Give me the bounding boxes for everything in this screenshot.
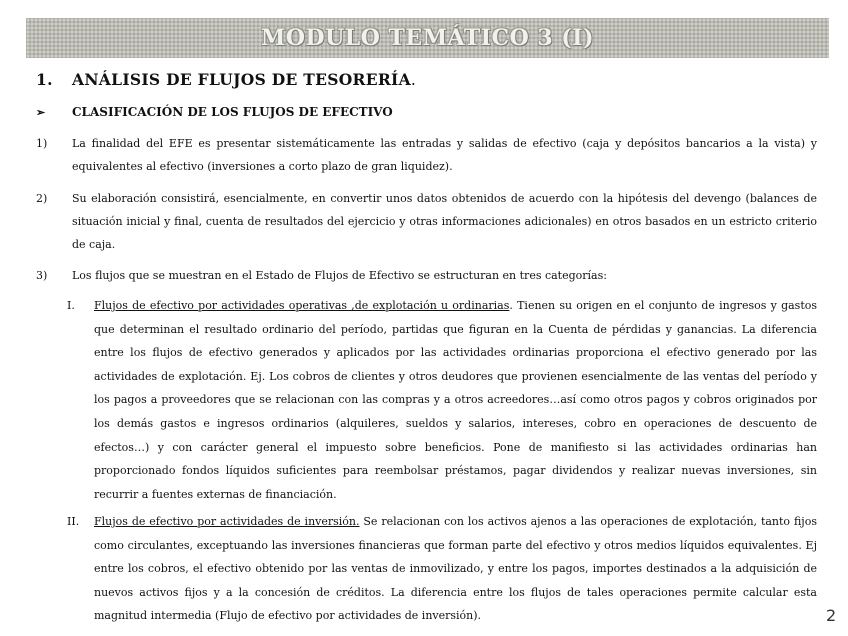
list-item-text: La finalidad del EFE es presentar sistemáticamente las entradas y salidas de efectivo (caja y depósitos bancarios a la vista) y equivalentes al efectivo (inversiones a corto plazo de gran liquidez).	[72, 137, 817, 173]
list-item	[36, 132, 817, 178]
category-number: II.	[67, 515, 80, 528]
list-item-number: 3)	[36, 269, 48, 282]
page-number: 2	[826, 606, 837, 625]
list-item	[36, 187, 817, 256]
subsection-heading	[36, 105, 393, 119]
list-item-number: 2)	[36, 192, 48, 205]
section-number: 1.	[36, 70, 53, 89]
category-title: Flujos de efectivo por actividades de inversión.	[94, 515, 360, 528]
category-text: Se relacionan con los activos ajenos a las operaciones de explotación, tanto fijos como circulantes, exceptuando las inversiones financieras que forman parte del efectivo y otros medios líquidos equivalentes. Ej entre los cobros, el efectivo obtenido por las ventas de inmovilizado, y entre los pagos, importes destinados a la adquisición de nuevos activos fijos y a la concesión de créditos. La diferencia entre los flujos de tales operaciones permite calcular esta magnitud intermedia (Flujo de efectivo por actividades de inversión).	[94, 515, 817, 623]
list-item	[36, 264, 817, 287]
arrow-bullet-icon: ➢	[36, 106, 46, 119]
category-item	[67, 294, 818, 506]
category-item	[67, 510, 817, 628]
list-item-number: 1)	[36, 137, 48, 150]
section-heading-suffix: .	[410, 71, 417, 89]
section-heading	[36, 70, 416, 89]
list-item-text: Su elaboración consistirá, esencialmente, en convertir unos datos obtenidos de acuerdo con la hipótesis del devengo (balances de situación inicial y final, cuenta de resultados del ejercicio y otras informaciones adicionales) en otros basados en un estricto criterio de caja.	[72, 192, 817, 251]
category-text: . Tienen su origen en el conjunto de ingresos y gastos que determinan el resultado ordinario del período, partidas que figuran en la Cuenta de pérdidas y ganancias. La diferencia entre los flujos de efectivo generados y aplicados por las actividades ordinarias proporciona el efectivo generado por las actividades de explotación. Ej. Los cobros de clientes y otros deudores que provienen esencialmente de las ventas del período y los pagos a proveedores que se relacionan con las compras y a otros acreedores…así como otros pagos y cobros originados por los demás gastos e ingresos ordinarios (alquileres, sueldos y salarios, intereses, cobro en operaciones de descuento de efectos…) y con carácter general el impuesto sobre beneficios. Pone de manifiesto si las actividades ordinarias han proporcionado fondos líquidos suficientes para reembolsar préstamos, pagar dividendos y realizar nuevas inversiones, sin recurrir a fuentes externas de financiación.	[94, 299, 818, 501]
category-title: Flujos de efectivo por actividades operativas ,de explotación u ordinarias	[94, 299, 510, 312]
subsection-heading-text: CLASIFICACIÓN DE LOS FLUJOS DE EFECTIVO	[72, 105, 393, 119]
category-number: I.	[67, 299, 75, 312]
list-item-text: Los flujos que se muestran en el Estado de Flujos de Efectivo se estructuran en tres categorías:	[72, 269, 607, 282]
section-heading-text: ANÁLISIS DE FLUJOS DE TESORERÍA	[72, 70, 411, 89]
title-banner	[26, 18, 829, 58]
page-title: MODULO TEMÁTICO 3 (I)	[260, 25, 594, 51]
